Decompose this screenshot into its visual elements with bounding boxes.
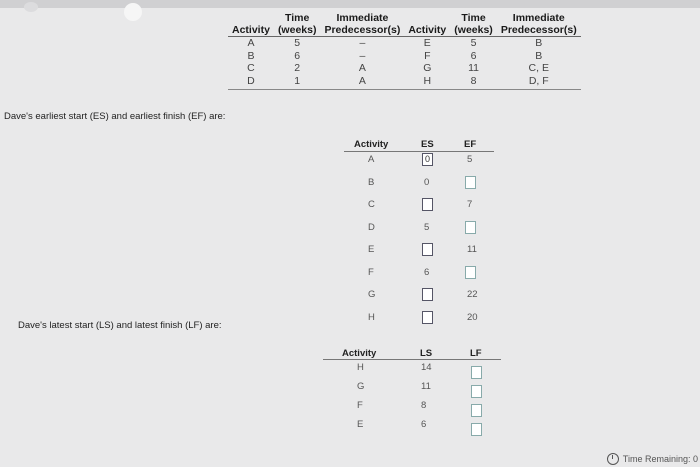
activity-header: Activity bbox=[342, 348, 377, 359]
table-cell: A bbox=[320, 75, 404, 90]
ls-lf-prompt: Dave's latest start (LS) and latest finish (LF) are: bbox=[18, 320, 222, 331]
ef-value: 5 bbox=[467, 154, 473, 165]
table-row bbox=[228, 62, 581, 75]
es-input[interactable] bbox=[422, 311, 433, 324]
es-value: 6 bbox=[424, 266, 430, 278]
es-input[interactable]: 0 bbox=[422, 153, 433, 166]
table-cell: – bbox=[359, 49, 366, 62]
es-header: ES bbox=[421, 139, 434, 150]
activity-header: Activity bbox=[354, 139, 389, 150]
lf-header: LF bbox=[470, 348, 482, 359]
table-cell: B bbox=[535, 49, 543, 62]
page-thumbnail-icon bbox=[124, 3, 142, 21]
ef-value: 11 bbox=[467, 244, 477, 255]
table-cell: 1 bbox=[274, 75, 321, 90]
es-ef-prompt: Dave's earliest start (ES) and earliest finish (EF) are: bbox=[4, 111, 226, 122]
table-cell: A bbox=[358, 62, 366, 74]
table-row bbox=[228, 50, 581, 63]
es-input[interactable] bbox=[422, 243, 433, 256]
header-cell: Time bbox=[285, 12, 310, 24]
table-cell: F bbox=[424, 49, 431, 62]
ls-header: LS bbox=[420, 348, 433, 359]
header-cell: (weeks) bbox=[274, 24, 321, 37]
table-cell: 11 bbox=[468, 62, 479, 74]
lf-input[interactable] bbox=[471, 385, 482, 398]
ls-value: 8 bbox=[421, 400, 427, 411]
ef-input[interactable] bbox=[465, 176, 476, 189]
table-cell: C bbox=[247, 62, 255, 74]
table-cell: A bbox=[247, 37, 255, 49]
activity-cell: H bbox=[357, 362, 364, 373]
ef-input[interactable] bbox=[465, 221, 476, 234]
header-cell bbox=[404, 11, 450, 24]
ef-header: EF bbox=[464, 139, 477, 150]
header-cell: Immediate bbox=[512, 12, 565, 24]
header-cell: (weeks) bbox=[450, 24, 497, 37]
table-cell: 2 bbox=[294, 62, 301, 74]
lf-input[interactable] bbox=[471, 366, 482, 379]
header-cell: Activity bbox=[228, 24, 274, 37]
activity-cell: A bbox=[368, 154, 375, 165]
activity-cell: H bbox=[368, 311, 375, 323]
header-underline bbox=[323, 359, 501, 360]
es-input[interactable] bbox=[422, 198, 433, 211]
table-row bbox=[228, 37, 581, 50]
header-cell: Time bbox=[461, 12, 486, 24]
table-cell: D bbox=[228, 75, 274, 90]
header-cell: Predecessor(s) bbox=[497, 24, 581, 37]
header-cell: Immediate bbox=[336, 12, 389, 24]
ls-value: 14 bbox=[421, 362, 432, 373]
table-cell: H bbox=[404, 75, 450, 90]
table-cell: C, E bbox=[528, 62, 549, 74]
predecessor-table bbox=[228, 11, 581, 90]
activity-cell: E bbox=[368, 244, 375, 255]
activity-cell: C bbox=[368, 199, 375, 210]
table-row bbox=[228, 75, 581, 90]
header-cell: Activity bbox=[404, 24, 450, 37]
lf-input[interactable] bbox=[471, 404, 482, 417]
activity-cell: G bbox=[357, 381, 365, 392]
table-cell: G bbox=[423, 62, 432, 74]
table-cell: E bbox=[423, 37, 431, 49]
top-browser-strip bbox=[0, 0, 700, 8]
table-cell: B bbox=[247, 49, 255, 62]
page-thumbnail-icon-small bbox=[24, 2, 38, 12]
table-cell: 5 bbox=[294, 37, 301, 49]
table-cell: B bbox=[535, 37, 543, 49]
activity-cell: F bbox=[357, 400, 363, 411]
header-underline bbox=[344, 151, 494, 152]
clock-icon bbox=[607, 453, 619, 465]
ls-value: 6 bbox=[421, 419, 427, 430]
es-value: 0 bbox=[424, 176, 430, 188]
ef-value: 22 bbox=[467, 289, 478, 300]
header-cell: Predecessor(s) bbox=[320, 24, 404, 37]
table-cell: 8 bbox=[450, 75, 497, 90]
activity-cell: B bbox=[368, 176, 375, 188]
header-cell bbox=[228, 11, 274, 24]
table-cell: 6 bbox=[294, 49, 301, 62]
ef-value: 7 bbox=[467, 199, 473, 210]
table-cell: – bbox=[359, 37, 366, 49]
es-value: 5 bbox=[424, 221, 430, 233]
time-remaining-label: Time Remaining: 0 bbox=[622, 454, 698, 464]
activity-cell: G bbox=[368, 289, 376, 300]
lf-input[interactable] bbox=[471, 423, 482, 436]
es-input[interactable] bbox=[422, 288, 433, 301]
activity-cell: F bbox=[368, 266, 374, 278]
table-cell: D, F bbox=[497, 75, 581, 90]
time-remaining bbox=[607, 453, 698, 465]
ls-value: 11 bbox=[421, 381, 431, 392]
activity-cell: D bbox=[368, 221, 375, 233]
ef-value: 20 bbox=[467, 311, 478, 323]
activity-cell: E bbox=[357, 419, 364, 430]
ef-input[interactable] bbox=[465, 266, 476, 279]
table-cell: 5 bbox=[470, 37, 477, 49]
table-cell: 6 bbox=[470, 49, 477, 62]
